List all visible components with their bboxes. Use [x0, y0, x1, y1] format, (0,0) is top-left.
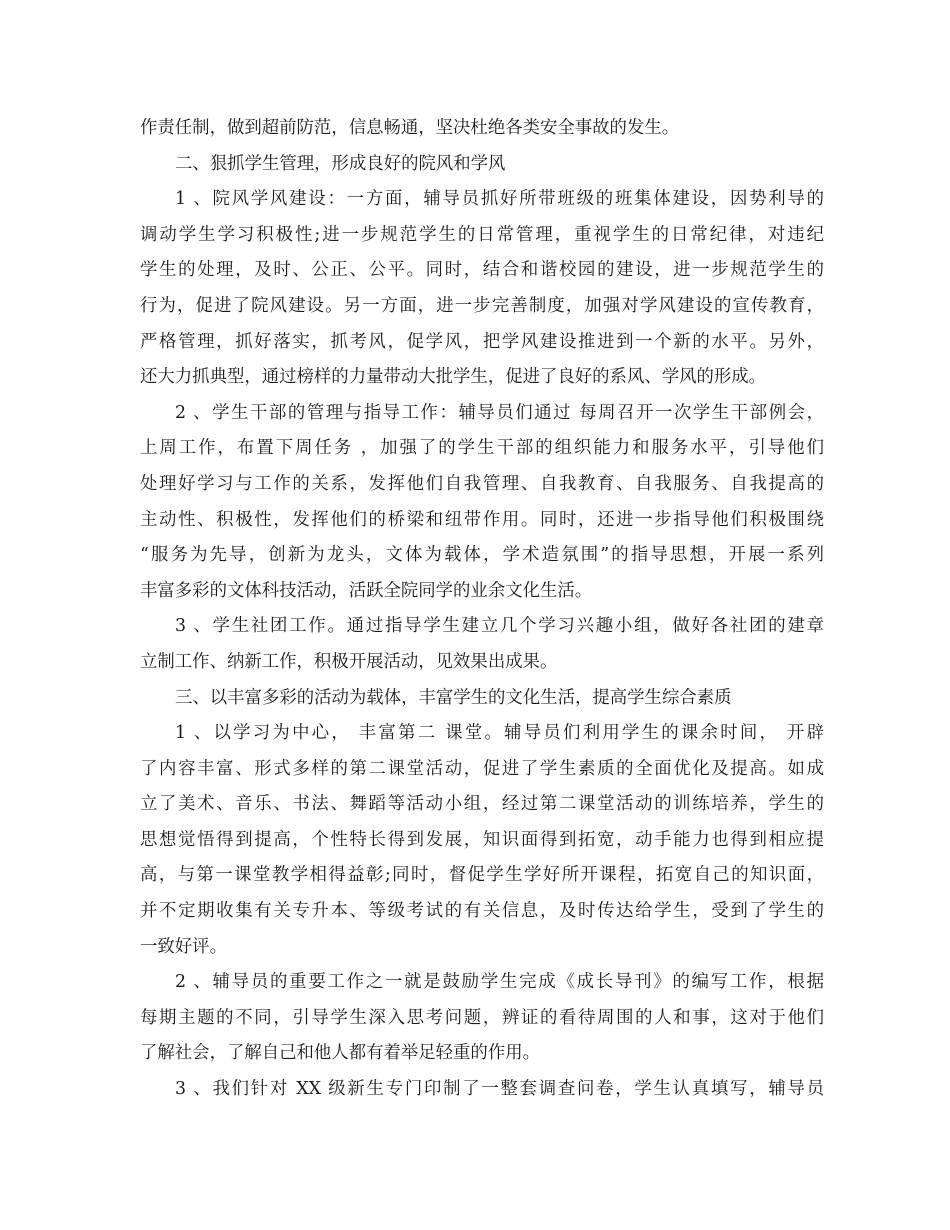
- text-line: 一致好评。: [140, 936, 227, 957]
- text-line: 严格管理，抓好落实，抓考风，促学风，把学风建设推进到一个新的水平。另外，: [140, 331, 824, 352]
- text-line: 3 、学生社团工作。通过指导学生建立几个学习兴趣小组，做好各社团的建章: [175, 616, 824, 637]
- text-line: 高，与第一课堂教学相得益彰;同时，督促学生学好所开课程，拓宽自己的知识面，: [140, 865, 824, 886]
- text-line: 主动性、积极性，发挥他们的桥梁和纽带作用。同时，还进一步指导他们积极围绕: [140, 509, 824, 530]
- text-line: 思想觉悟得到提高，个性特长得到发展，知识面得到拓宽，动手能力也得到相应提: [140, 829, 824, 850]
- text-line: 丰富多彩的文体科技活动，活跃全院同学的业余文化生活。: [140, 580, 593, 601]
- text-line: 了解社会，了解自己和他人都有着举足轻重的作用。: [140, 1043, 540, 1064]
- text-line: 了内容丰富、形式多样的第二课堂活动，促进了学生素质的全面优化及提高。如成: [140, 758, 824, 779]
- document-page: [140, 111, 824, 1108]
- text-line: 行为，促进了院风建设。另一方面，进一步完善制度，加强对学风建设的宣传教育，: [140, 295, 824, 316]
- text-line: 立制工作、纳新工作，积极开展活动，见效果出成果。: [140, 651, 558, 672]
- text-line: 2 、学生干部的管理与指导工作：辅导员们通过 每周召开一次学生干部例会，: [175, 402, 824, 423]
- text-line: 1 、以学习为中心， 丰富第二 课堂。辅导员们利用学生的课余时间， 开辟: [175, 723, 824, 744]
- text-line: 三、以丰富多彩的活动为载体，丰富学生的文化生活，提高学生综合素质: [175, 687, 732, 708]
- text-line: 上周工作，布置下周任务 ，加强了的学生干部的组织能力和服务水平，引导他们: [140, 438, 824, 459]
- text-line: 学生的处理，及时、公正、公平。同时，结合和谐校园的建设，进一步规范学生的: [140, 260, 824, 281]
- text-line: 并不定期收集有关专升本、等级考试的有关信息，及时传达给学生，受到了学生的: [140, 901, 824, 922]
- text-line: 二、狠抓学生管理，形成良好的院风和学风: [175, 153, 506, 174]
- text-line: 作责任制，做到超前防范，信息畅通，坚决杜绝各类安全事故的发生。: [140, 118, 680, 138]
- text-line: “服务为先导，创新为龙头，文体为载体，学术造氛围”的指导思想，开展一系列: [140, 545, 824, 566]
- text-line: 1 、院风学风建设：一方面，辅导员抓好所带班级的班集体建设，因势利导的: [175, 189, 824, 210]
- text-line: 处理好学习与工作的关系，发挥他们自我管理、自我教育、自我服务、自我提高的: [140, 473, 824, 494]
- text-line: 还大力抓典型，通过榜样的力量带动大批学生，促进了良好的系风、学风的形成。: [140, 367, 767, 388]
- text-line: 2 、辅导员的重要工作之一就是鼓励学生完成《成长导刊》的编写工作，根据: [175, 972, 824, 993]
- text-line: 每期主题的不同，引导学生深入思考问题，辨证的看待周围的人和事，这对于他们: [140, 1007, 824, 1028]
- text-line: 3 、我们针对 XX 级新生专门印制了一整套调查问卷，学生认真填写，辅导员: [175, 1079, 824, 1100]
- text-line: 立了美术、音乐、书法、舞蹈等活动小组，经过第二课堂活动的训练培养，学生的: [140, 794, 824, 815]
- text-line: 调动学生学习积极性;进一步规范学生的日常管理，重视学生的日常纪律，对违纪: [140, 224, 824, 245]
